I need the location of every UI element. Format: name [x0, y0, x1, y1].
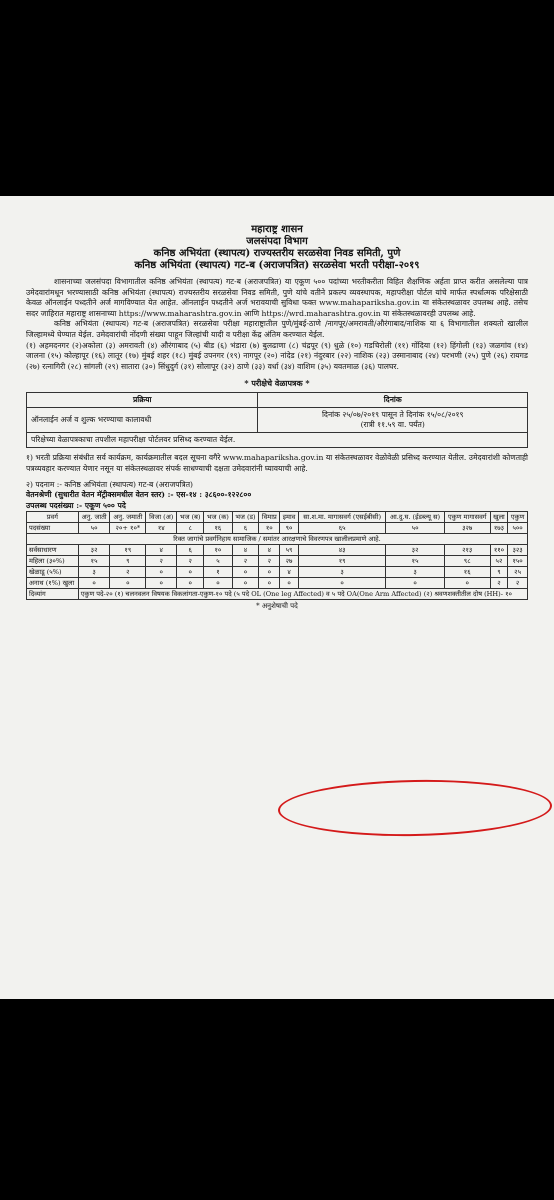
- post-table-header: भज (क): [204, 512, 232, 523]
- post-table-cell: ६: [177, 545, 204, 556]
- post-table-header: भज (ड): [232, 512, 259, 523]
- post-table-cell: २: [490, 578, 508, 589]
- post-table-cell: ९८: [444, 556, 490, 567]
- post-table-header: सा.श.मा. मागासवर्ग (एसईबीसी): [298, 512, 386, 523]
- available-posts: उपलब्ध पदसंख्या :- एकूण ५०० पदे: [26, 500, 126, 510]
- post-table-cell: ९०: [280, 523, 299, 534]
- post-table-cell: २: [508, 578, 528, 589]
- post-table-cell: ०: [386, 578, 444, 589]
- post-table-header: अनु. जमाती: [110, 512, 146, 523]
- reservation-row: [27, 545, 528, 556]
- post-table-cell: ०: [110, 578, 146, 589]
- schedule-date: दिनांक २५/०७/२०१९ पासून ते दिनांक १५/०८/२०१९: [321, 410, 464, 420]
- post-table-cell: ०: [280, 578, 299, 589]
- post-table-cell: ३२३: [508, 545, 528, 556]
- post-table-cell: महिला (३०%): [27, 556, 79, 567]
- header-department: जलसंपदा विभाग: [246, 236, 308, 247]
- post-table-cell: ८: [177, 523, 204, 534]
- post-table-cell: खेळाडू (५%): [27, 567, 79, 578]
- pay-scale: वेतनश्रेणी (सुधारीत वेतन मॅट्रीक्समधील वेतन स्तर) :- एस-१४ : ३८६००-१२२८००: [26, 490, 252, 500]
- post-table-cell: ०: [146, 578, 177, 589]
- post-table-cell: १६: [204, 523, 232, 534]
- schedule-note: परिक्षेच्या वेळापत्रकाचा तपशील महापरीक्षा पोर्टलवर प्रसिध्द करण्यात येईल.: [27, 433, 528, 448]
- post-count-row: [27, 523, 528, 534]
- schedule-process-cell: ऑनलाईन अर्ज व शुल्क भरण्याचा कालावधी: [27, 408, 258, 433]
- post-table-cell: ०: [298, 578, 386, 589]
- schedule-table: [26, 392, 528, 448]
- post-table-cell: १७३: [490, 523, 508, 534]
- divyang-label: दिव्यांग: [27, 589, 79, 600]
- post-table-cell: ४: [232, 545, 259, 556]
- post-table-cell: ४: [259, 545, 280, 556]
- post-table-cell: ०: [146, 567, 177, 578]
- post-table-cell: ११०: [490, 545, 508, 556]
- post-table-cell: ४: [146, 545, 177, 556]
- post-table-cell: २७: [280, 556, 299, 567]
- post-table-cell: ५००: [508, 523, 528, 534]
- post-table-cell: ५२: [490, 556, 508, 567]
- schedule-col-date: दिनांक: [258, 393, 528, 408]
- post-table-cell: ०: [232, 567, 259, 578]
- reservation-note: रिक्त जागांचे प्रवर्गनिहाय सामाजिक / समांतर आरक्षणाचे विवरणपत्र खालीलप्रमाणे आहे.: [27, 534, 528, 545]
- post-table-cell: १५०: [508, 556, 528, 567]
- post-table-cell: ९: [490, 567, 508, 578]
- post-table-cell: सर्वसाधारण: [27, 545, 79, 556]
- post-table-header: अनु. जाती: [78, 512, 110, 523]
- post-table-cell: १: [204, 567, 232, 578]
- header-state: महाराष्ट्र शासन: [251, 224, 303, 235]
- post-table-header: विमाप्र: [259, 512, 280, 523]
- post-table-header: विजा (अ): [146, 512, 177, 523]
- post-table-cell: ०: [177, 567, 204, 578]
- post-table-header: प्रवर्ग: [27, 512, 79, 523]
- post-table-header: एकुण मागासवर्ग: [444, 512, 490, 523]
- post-table-header: खुला: [490, 512, 508, 523]
- post-table-cell: १५: [78, 556, 110, 567]
- post-table-cell: १४: [146, 523, 177, 534]
- post-table-cell: ०: [78, 578, 110, 589]
- post-table-cell: ४३: [298, 545, 386, 556]
- schedule-col-process: प्रक्रिया: [27, 393, 258, 408]
- post-distribution-table: [26, 511, 528, 600]
- post-table-cell: ३२: [78, 545, 110, 556]
- post-table-cell: ०: [444, 578, 490, 589]
- paragraph-exam-centres: कनिष्ठ अभियंता (स्थापत्य) गट-ब (अराजपत्रित) सरळसेवा परीक्षा महाराष्ट्रातील पुणे/मुंबई-ठाणे /नागपूर/अमरावती/औरंगाबाद/नाशिक या ६ विभागातील शक्यतो खालील जिल्हामध्ये घेण्यात येईल. उमेदवारांची नोंदणी संख्या पाहून जिल्हांची यादी व परीक्षा केंद्र अंतिम करण्यात येईल.: [26, 319, 528, 339]
- post-table-cell: १०: [259, 523, 280, 534]
- post-table-cell: १९: [110, 545, 146, 556]
- schedule-date-cell: [258, 408, 528, 433]
- post-table-cell: १६: [444, 567, 490, 578]
- post-table-cell: ५०: [78, 523, 110, 534]
- post-table-header: एकुण: [508, 512, 528, 523]
- post-table-cell: ६५: [298, 523, 386, 534]
- post-table-header: भज (ब): [177, 512, 204, 523]
- post-table-cell: ३: [78, 567, 110, 578]
- post-table-cell: २: [110, 567, 146, 578]
- post-table-cell: १०: [204, 545, 232, 556]
- post-table-cell: २: [146, 556, 177, 567]
- post-table-cell: ०: [259, 578, 280, 589]
- post-table-cell: २१३: [444, 545, 490, 556]
- post-table-cell: १५: [386, 556, 444, 567]
- post-table-cell: ०: [232, 578, 259, 589]
- post-table-cell: ५: [204, 556, 232, 567]
- post-table-cell: पदसंख्या: [27, 523, 79, 534]
- header-committee: कनिष्ठ अभियंता (स्थापत्य) राज्यस्तरीय सरळसेवा निवड समिती, पुणे: [153, 248, 401, 259]
- post-table-header: आ.दु.घ. (ईडब्ल्यू स): [386, 512, 444, 523]
- post-table-cell: ३२७: [444, 523, 490, 534]
- post-table-cell: २: [232, 556, 259, 567]
- divyang-text: एकुण पदे-२० (१) चलनवलन विषयक विकलांगता-एकुण-१० पदे (५ पदे OL (One leg Affected) व ५ पदे OA(One Arm Affected) (२) श्रवणशक्तीतील दोष (HH)- १०: [78, 589, 527, 600]
- post-table-cell: ०: [177, 578, 204, 589]
- note-2-designation: २) पदनाम :- कनिष्ठ अभियंता (स्थापत्य) गट-ब (अराजपत्रित): [26, 479, 193, 489]
- post-table-cell: ९: [110, 556, 146, 567]
- post-table-cell: ०: [259, 567, 280, 578]
- reservation-row: [27, 578, 528, 589]
- document-page: [0, 196, 554, 999]
- post-table-cell: ०: [204, 578, 232, 589]
- header-exam-title: कनिष्ठ अभियंता (स्थापत्य) गट-ब (अराजपत्रित) सरळसेवा भरती परीक्षा-२०१९: [134, 260, 420, 271]
- schedule-title: * परीक्षेचे वेळापत्रक *: [244, 378, 310, 389]
- table-footnote: * अनुशेषाची पदे: [256, 602, 298, 611]
- post-table-cell: ४: [280, 567, 299, 578]
- post-table-cell: २: [259, 556, 280, 567]
- paragraph-intro: शासनाच्या जलसंपदा विभागातील कनिष्ठ अभियंता (स्थापत्य) गट-ब (अराजपत्रित) या एकूण ५०० पदांच्या भरतीकरीता विहित शैक्षणिक अर्हता प्राप्त करीत असलेल्या पात्र उमेदवारांमधून भरण्यासाठी कनिष्ठ अभियंता (स्थापत्य) राज्यस्तरीय सरळसेवा निवड समिती, पुणे यांचे वतीने प्रकल्प व्यवस्थापक, महापरीक्षा पोर्टल यांचे मार्फत स्पर्धात्मक परिक्षेसाठी केवळ ऑनलाईन पध्दतीने अर्ज मागविण्यात येत आहेत. ऑनलाईन पध्दतीने अर्ज भरावयाची सुविधा फक्त www.mahapariksha.gov.in या संकेतस्थळावर उपलब्ध आहे. तसेच सदर जाहिरात महाराष्ट्र शासनाच्या https://www.maharashtra.gov.in आणि https://wrd.maharashtra.gov.in या संकेतस्थळावरही उपलब्ध आहे.: [26, 277, 528, 318]
- schedule-date-time: (रात्री ११.५९ वा. पर्यंत): [360, 420, 425, 430]
- post-table-cell: ३: [298, 567, 386, 578]
- post-table-cell: २: [177, 556, 204, 567]
- note-1: १) भरती प्रक्रिया संबंधीत सर्व कार्यक्रम, कार्यक्रमातील बदल सूचना वगैरे www.mahapariksha.gov.in या संकेतस्थळावर वेळोवेळी प्रसिध्द करण्यात येतील. उमेदवारांशी कोणताही पत्रव्यवहार करण्यात येणार नसून या संकेतस्थळावर संपर्क साधण्याची दक्षता उमेदवारांनी घ्यावयाची आहे.: [26, 453, 528, 473]
- reservation-row: [27, 556, 528, 567]
- post-table-cell: २०+ १०*: [110, 523, 146, 534]
- district-list: (१) अहमदनगर (२)अकोला (३) अमरावती (४) औरंगाबाद (५) बीड (६) भंडारा (७) बुलढाणा (८) चंद्रपूर (९) धुळे (१०) गडचिरोली (११) गोंदिया (१२) हिंगोली (१३) जळगांव (१४) जालना (१५) कोल्हापूर (१६) लातूर (१७) मुंबई शहर (१८) मुंबई उपनगर (१९) नागपूर (२०) नांदेड (२१) नंदुरबार (२२) नाशिक (२३) उस्मानाबाद (२४) परभणी (२५) पुणे (२६) रायगड (२७) रत्नागिरी (२८) सांगली (२९) सातारा (३०) सिंधुदुर्ग (३१) सोलापूर (३२) ठाणे (३३) वर्धा (३४) वाशिम (३५) यवतमाळ (३६) पालघर.: [26, 340, 528, 371]
- post-table-cell: ६: [232, 523, 259, 534]
- post-table-cell: ५९: [280, 545, 299, 556]
- post-table-cell: ३२: [386, 545, 444, 556]
- post-table-header: इमाव: [280, 512, 299, 523]
- post-table-cell: १९: [298, 556, 386, 567]
- reservation-row: [27, 567, 528, 578]
- post-table-cell: ५०: [386, 523, 444, 534]
- post-table-cell: ३: [386, 567, 444, 578]
- post-table-cell: २५: [508, 567, 528, 578]
- navigation-bar: [0, 1140, 554, 1200]
- post-table-cell: अनाथ (१%) खुला: [27, 578, 79, 589]
